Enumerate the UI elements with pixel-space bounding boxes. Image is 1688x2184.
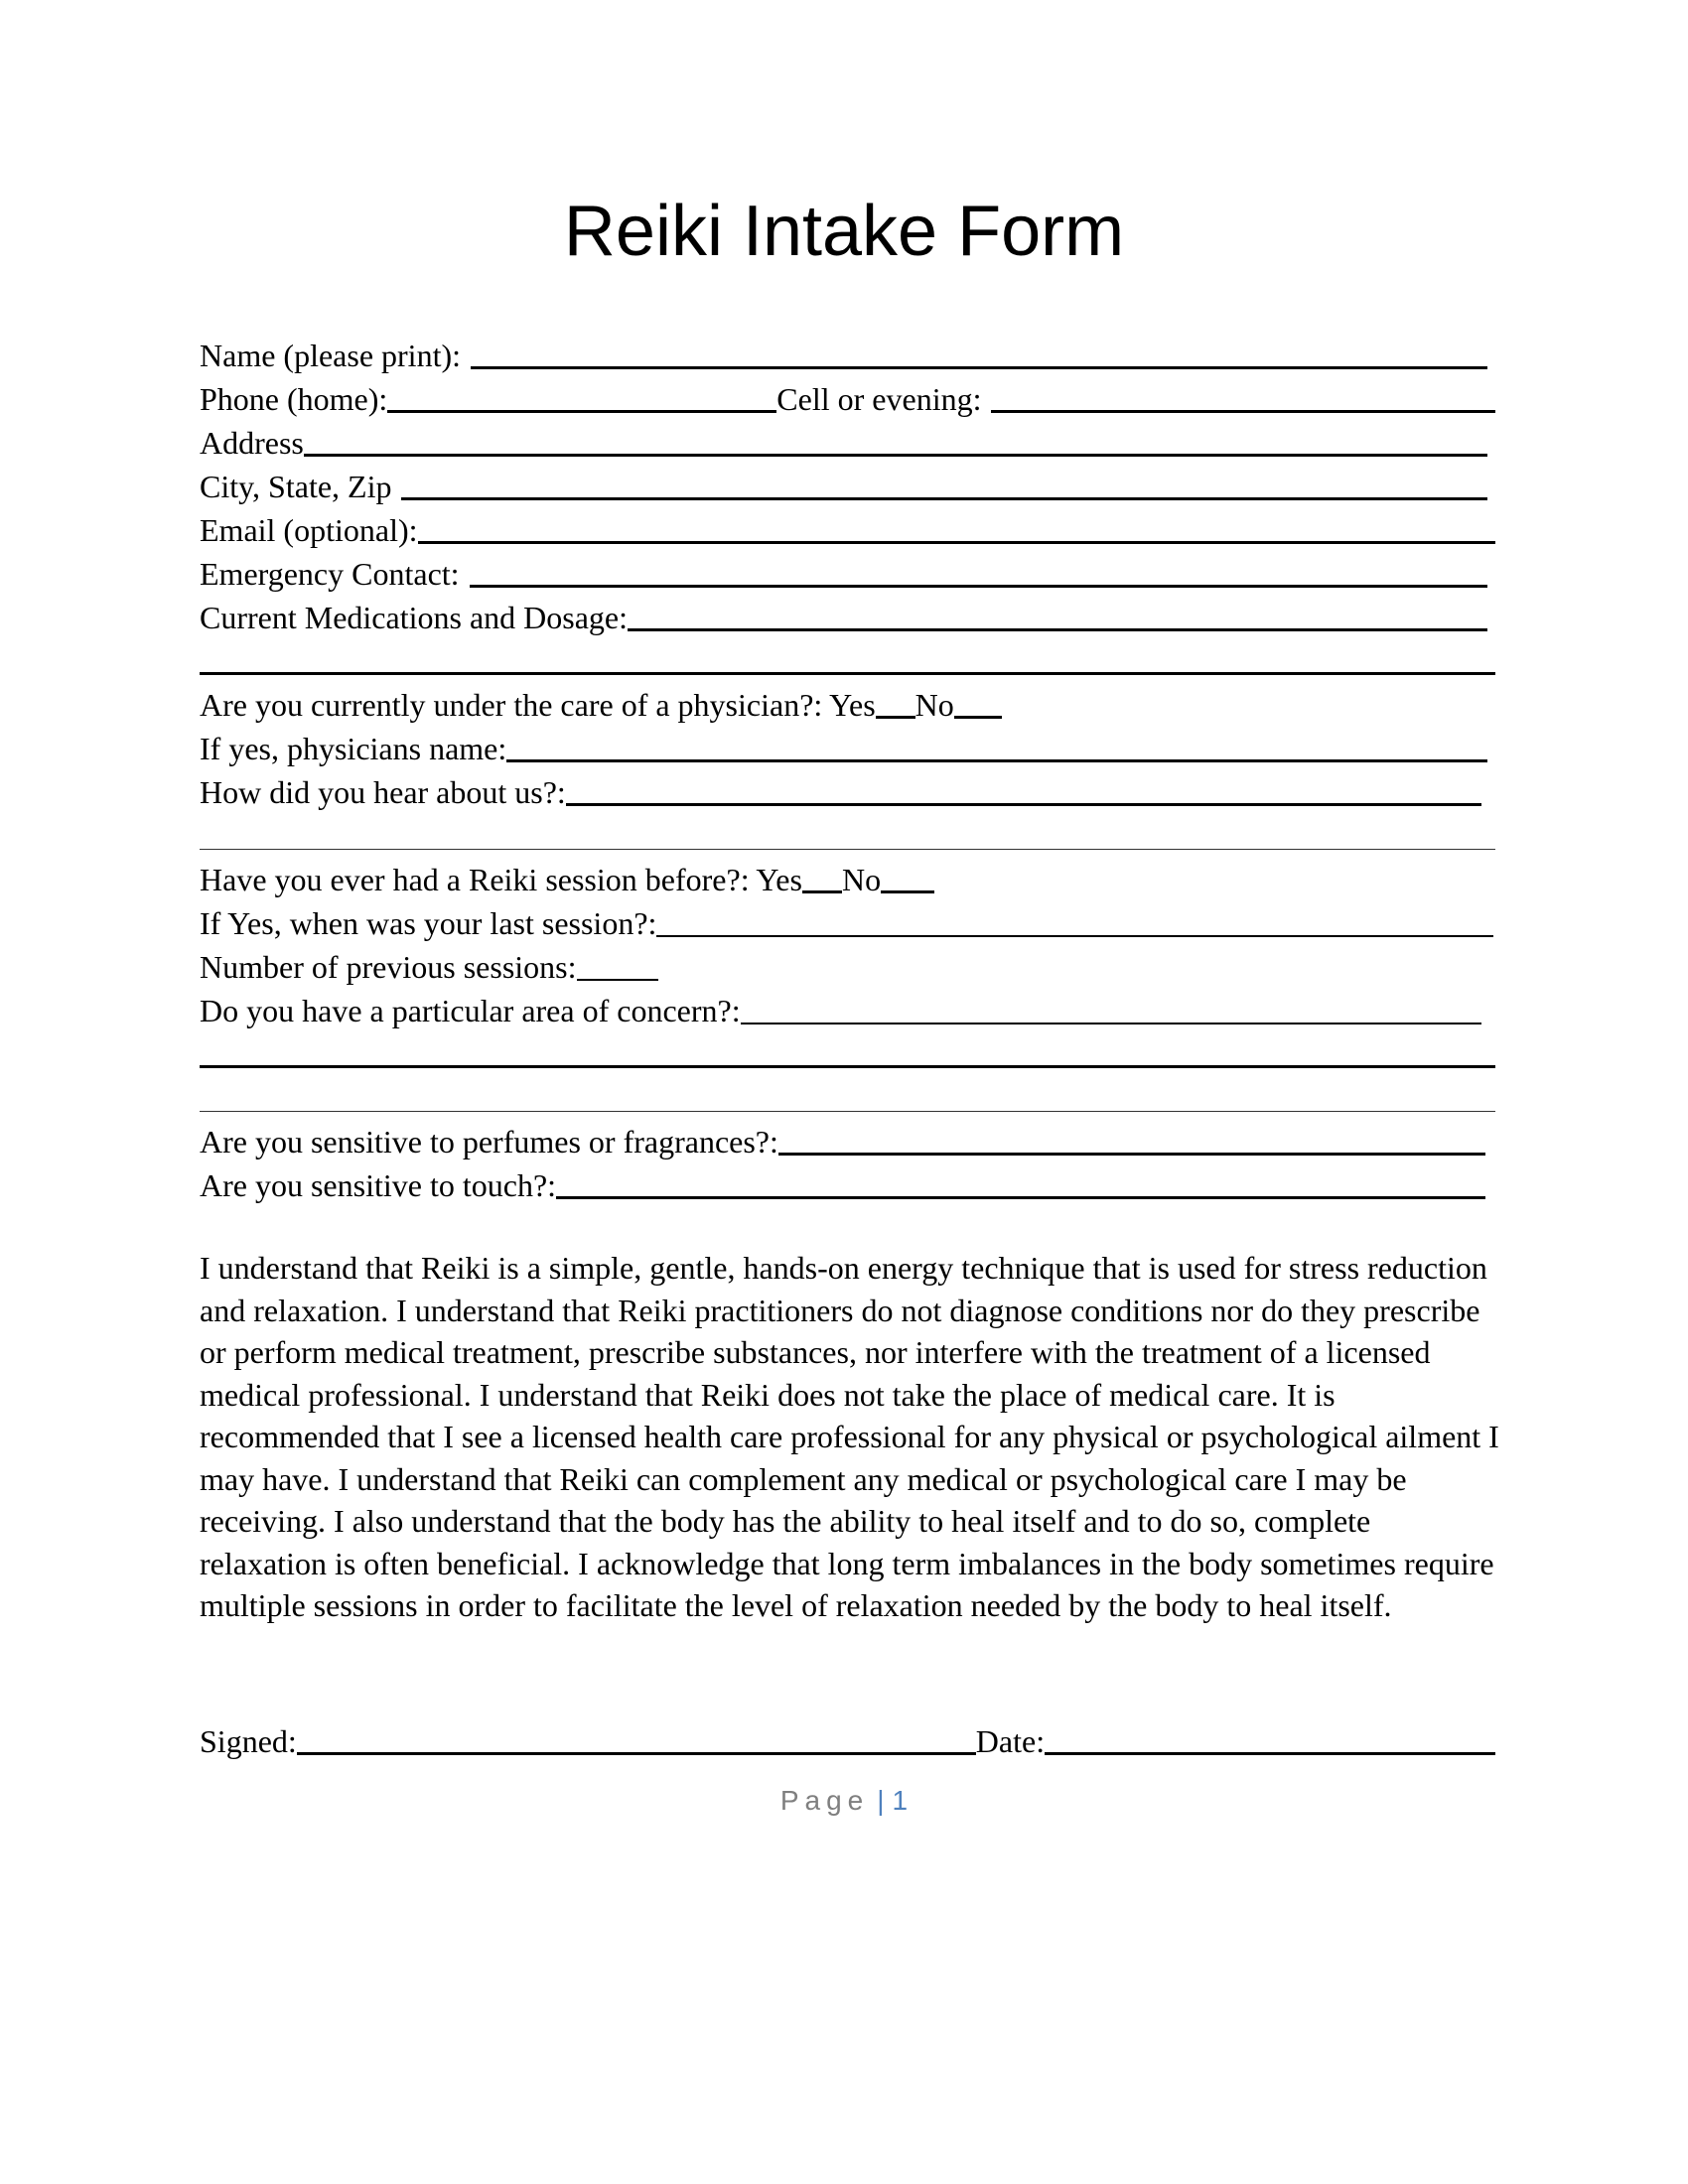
address-field[interactable] <box>304 448 1487 457</box>
phone-row <box>200 375 1495 419</box>
underline <box>200 1111 1495 1112</box>
page-word: Page <box>779 1785 870 1816</box>
page-title: Reiki Intake Form <box>563 192 1125 271</box>
previous-sessions-label: Number of previous sessions: <box>200 949 577 985</box>
signature-section <box>200 1717 1495 1761</box>
email-field[interactable] <box>418 535 1496 544</box>
perfume-field[interactable] <box>778 1147 1485 1156</box>
intake-fields <box>200 332 1495 1205</box>
concern-row <box>200 987 1495 1030</box>
phone-home-field[interactable] <box>387 404 776 413</box>
email-row <box>200 506 1495 550</box>
last-session-row <box>200 899 1495 943</box>
previous-sessions-field[interactable] <box>577 973 658 981</box>
underline <box>200 849 1495 850</box>
last-session-label: If Yes, when was your last session?: <box>200 905 657 941</box>
reiki-before-label: Have you ever had a Reiki session before?: Yes <box>200 862 802 897</box>
emergency-row <box>200 550 1495 594</box>
address-row <box>200 419 1495 463</box>
reiki-yes-blank[interactable] <box>802 885 842 893</box>
emergency-label: Emergency Contact: <box>200 556 460 592</box>
name-row <box>200 332 1495 375</box>
signature-field[interactable] <box>297 1746 976 1755</box>
reiki-no-label: No <box>841 862 882 897</box>
email-label: Email (optional): <box>200 512 418 548</box>
reiki-before-row <box>200 856 1495 899</box>
signed-label: Signed: <box>200 1723 297 1759</box>
physician-care-row <box>200 681 1495 725</box>
concern-field[interactable] <box>741 1017 1481 1024</box>
physician-name-label: If yes, physicians name: <box>200 731 507 766</box>
physician-yes-blank[interactable] <box>876 710 915 719</box>
medications-label: Current Medications and Dosage: <box>200 600 628 635</box>
last-session-field[interactable] <box>656 929 1493 937</box>
emergency-field[interactable] <box>470 579 1487 588</box>
physician-name-row <box>200 725 1495 768</box>
city-field[interactable] <box>401 491 1487 500</box>
physician-no-blank[interactable] <box>954 710 1002 719</box>
page-footer <box>0 1785 1688 1817</box>
physician-care-label: Are you currently under the care of a physician?: Yes <box>200 687 876 723</box>
date-field[interactable] <box>1045 1746 1495 1755</box>
previous-sessions-row <box>200 943 1495 987</box>
signature-row <box>200 1717 1495 1761</box>
name-label: Name (please print): <box>200 338 461 373</box>
cell-field[interactable] <box>991 404 1495 413</box>
physician-no-label: No <box>914 687 954 723</box>
address-label: Address <box>200 425 304 461</box>
page-number: 1 <box>892 1785 909 1816</box>
city-label: City, State, Zip <box>200 469 392 504</box>
consent-statement: I understand that Reiki is a simple, gentle, hands-on energy technique that is used for stress reduction and relaxation. I understand that Reiki practitioners do not diagnose conditions nor do they prescribe or perform medical treatment, prescribe substances, nor interfere with the treatment of a licensed medical professional. I understand that Reiki does not take the place of medical care. It is recommended that I see a licensed health care professional for any physical or psychological ailment I may have. I understand that Reiki can complement any medical or psychological care I may be receiving. I also understand that the body has the ability to heal itself and to do so, complete relaxation is often beneficial. I acknowledge that long term imbalances in the body sometimes require multiple sessions in order to facilitate the level of relaxation needed by the body to heal itself. <box>200 1250 1499 1623</box>
phone-home-label: Phone (home): <box>200 381 388 417</box>
touch-label: Are you sensitive to touch?: <box>200 1167 557 1203</box>
touch-field[interactable] <box>556 1190 1485 1199</box>
medications-row <box>200 594 1495 637</box>
underline <box>200 672 1495 675</box>
cell-label: Cell or evening: <box>776 381 982 417</box>
reiki-no-blank[interactable] <box>881 885 934 893</box>
touch-row <box>200 1161 1495 1205</box>
name-field[interactable] <box>471 360 1487 369</box>
concern-continuation-line-2[interactable] <box>200 1074 1495 1118</box>
concern-label: Do you have a particular area of concern?: <box>200 993 741 1028</box>
perfume-label: Are you sensitive to perfumes or fragrances?: <box>200 1124 778 1160</box>
date-label: Date: <box>975 1723 1046 1759</box>
perfume-row <box>200 1118 1495 1161</box>
page-separator: | <box>877 1785 885 1816</box>
city-row <box>200 463 1495 506</box>
underline <box>200 1065 1495 1068</box>
hear-continuation-line[interactable] <box>200 812 1495 856</box>
medications-continuation-line[interactable] <box>200 637 1495 681</box>
hear-row <box>200 768 1495 812</box>
concern-continuation-line-1[interactable] <box>200 1030 1495 1074</box>
hear-label: How did you hear about us?: <box>200 774 566 810</box>
hear-field[interactable] <box>566 797 1481 806</box>
physician-name-field[interactable] <box>506 753 1487 762</box>
medications-field[interactable] <box>628 622 1487 631</box>
